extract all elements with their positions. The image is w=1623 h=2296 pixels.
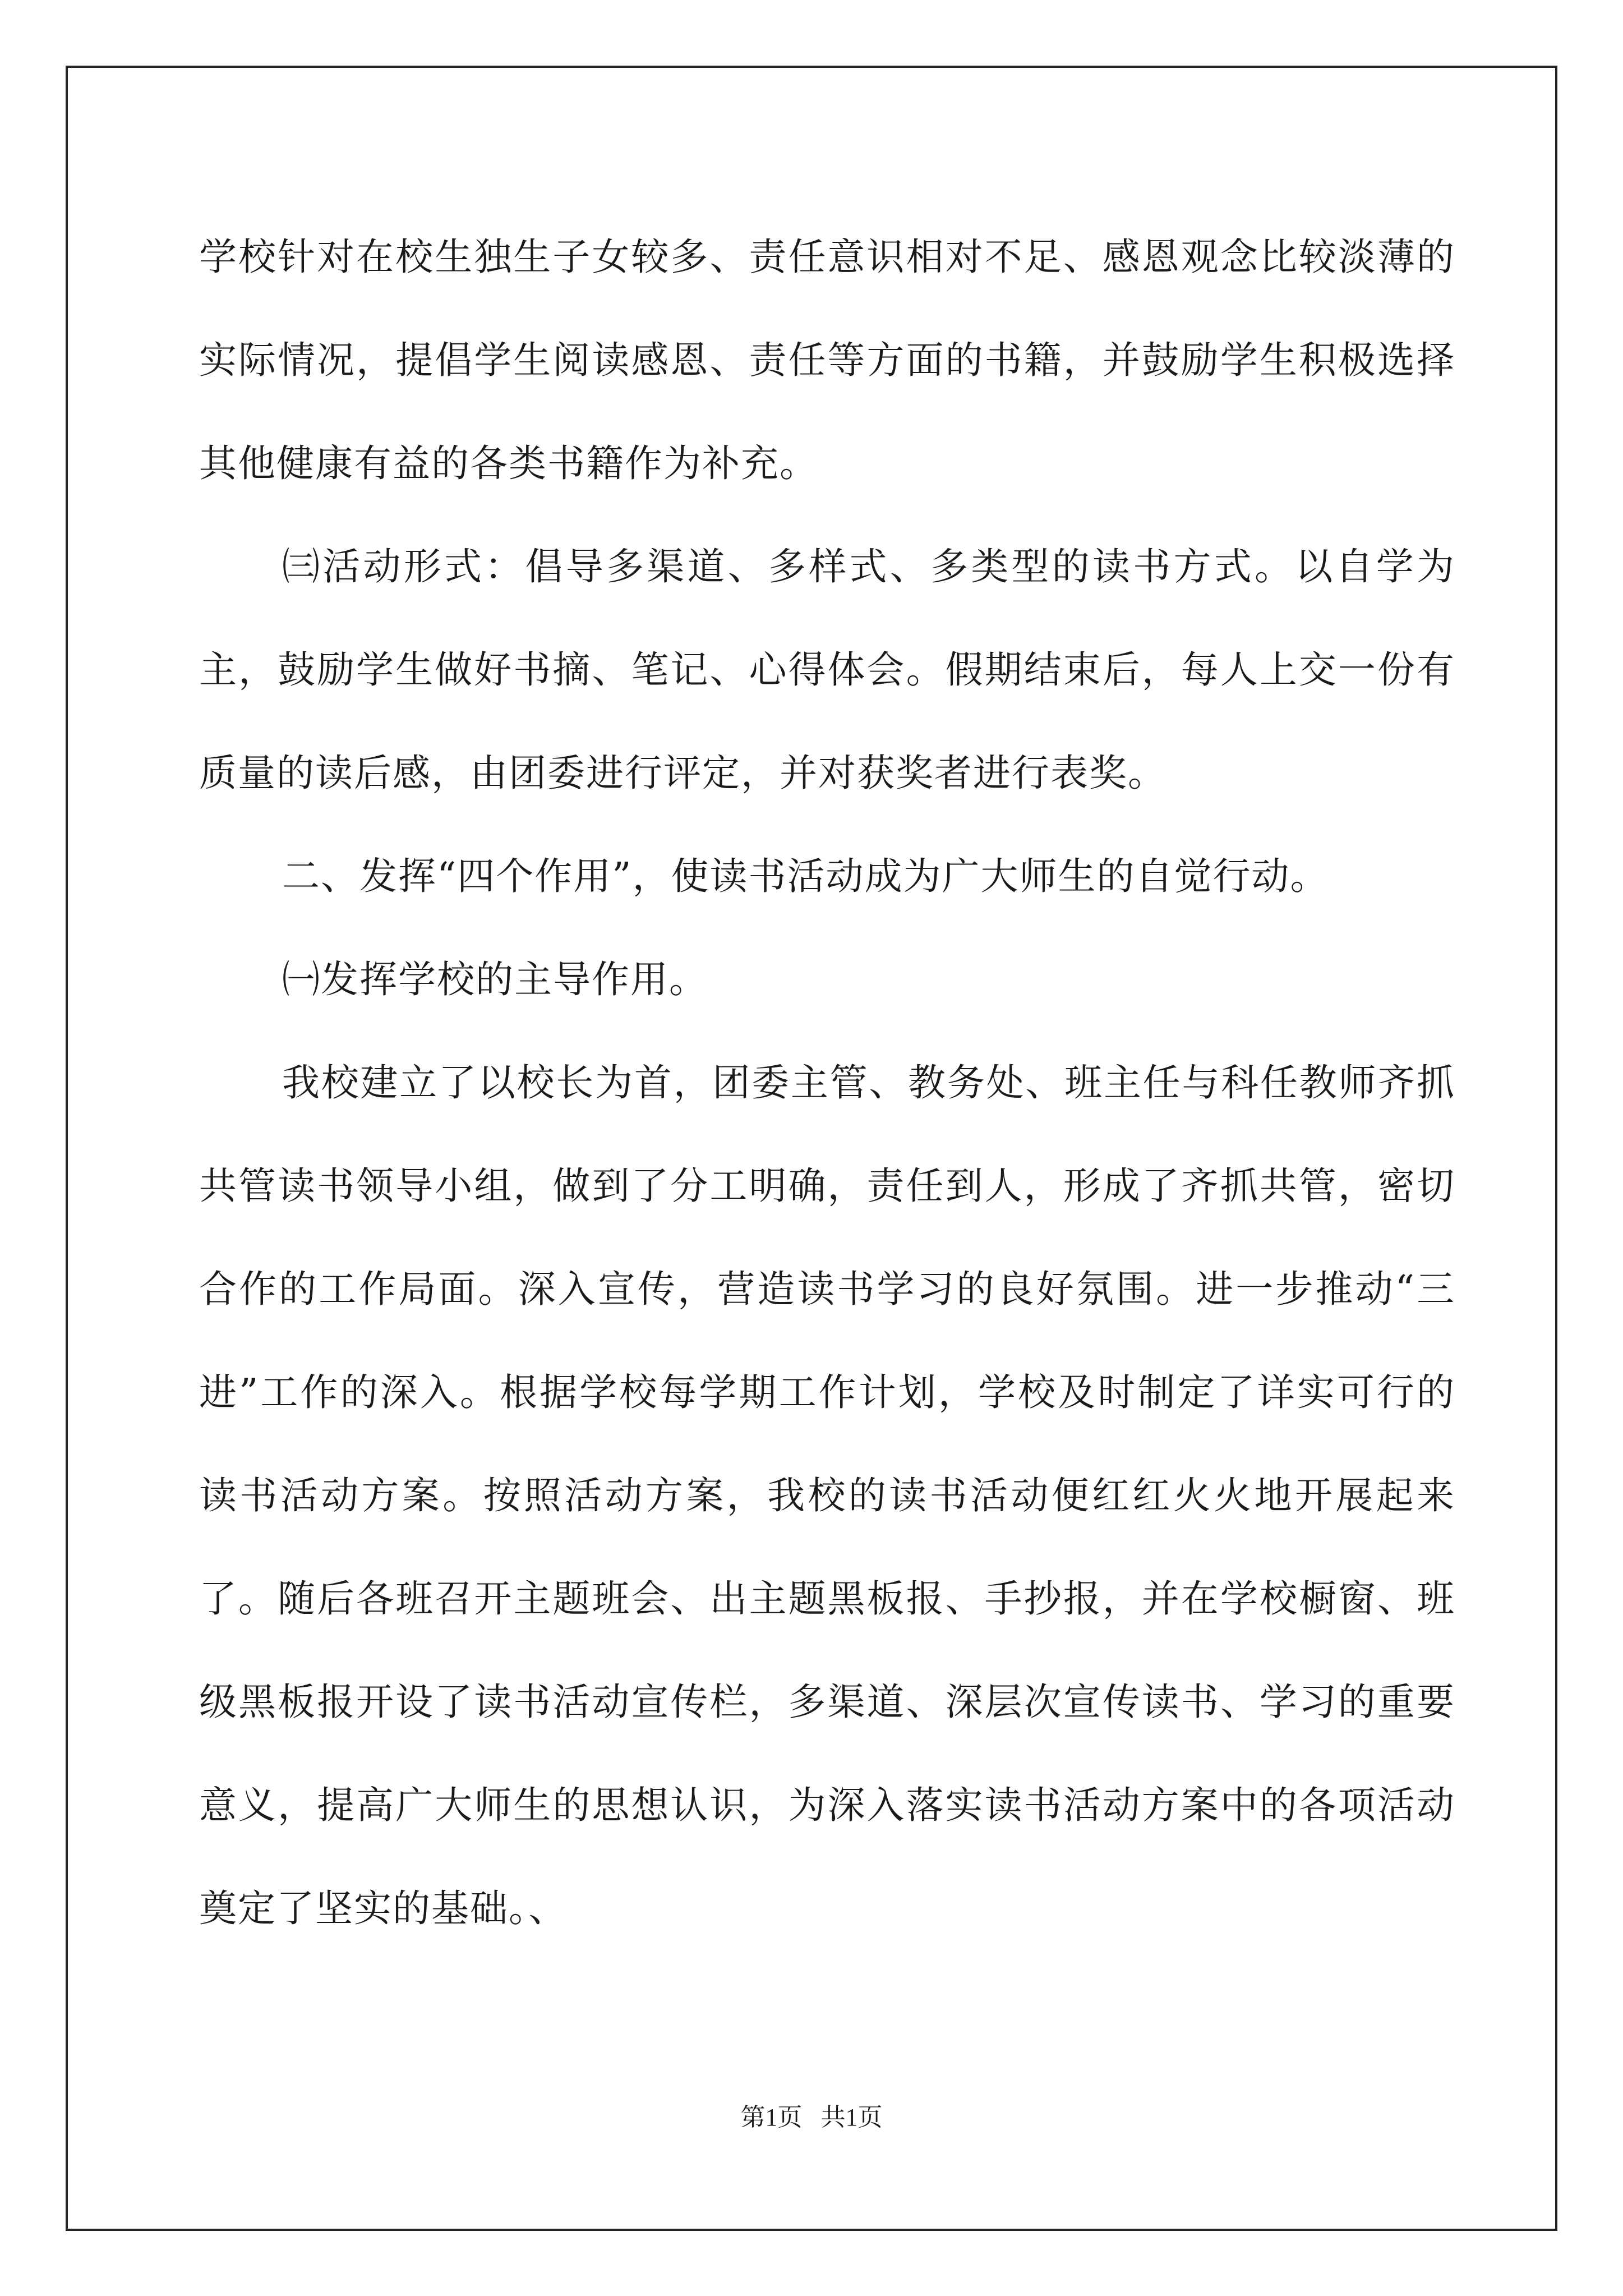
paragraph-activity-form: ㈢活动形式：倡导多渠道、多样式、多类型的读书方式。以自学为主，鼓励学生做好书摘、笔记、心得体会。假期结束后，每人上交一份有质量的读后感，由团委进行评定，并对获奖者进行表奖。 (199, 545, 1455, 795)
document-body (199, 205, 1455, 1960)
paragraph-school-leadership: 我校建立了以校长为首，团委主管、教务处、班主任与科任教师齐抓共管读书领导小组，做到了分工明确，责任到人，形成了齐抓共管，密切合作的工作局面。深入宣传，营造读书学习的良好氛围。进一步推动“三进”工作的深入。根据学校每学期工作计划，学校及时制定了详实可行的读书活动方案。按照活动方案，我校的读书活动便红红火火地开展起来了。随后各班召开主题班会、出主题黑板报、手抄报，并在学校橱窗、班级黑板报开设了读书活动宣传栏，多渠道、深层次宣传读书、学习的重要意义，提高广大师生的思想认识，为深入落实读书活动方案中的各项活动奠定了坚实的基础。、 (199, 1061, 1455, 1930)
section-heading-four-roles: 二、发挥“四个作用”，使读书活动成为广大师生的自觉行动。 (282, 854, 1329, 898)
paragraph-reading-focus: 学校针对在校生独生子女较多、责任意识相对不足、感恩观念比较淡薄的实际情况，提倡学生阅读感恩、责任等方面的书籍，并鼓励学生积极选择其他健康有益的各类书籍作为补充。 (199, 235, 1455, 485)
page-footer: 第1页 共1页 (740, 2104, 883, 2131)
subsection-heading-school-role: ㈠发挥学校的主导作用。 (282, 958, 708, 1001)
